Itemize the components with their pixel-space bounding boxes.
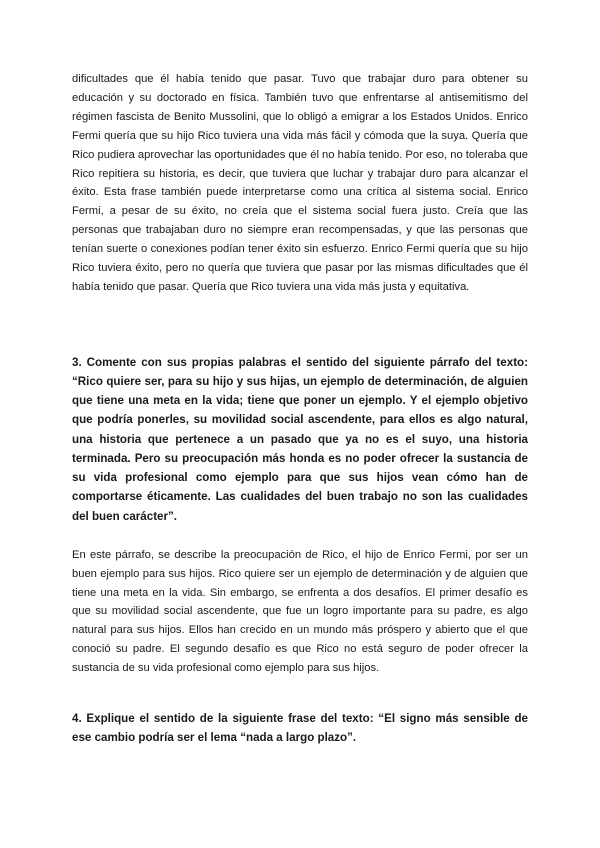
answer-3-paragraph: En este párrafo, se describe la preocupación de Rico, el hijo de Enrico Fermi, por ser un buen ejemplo para sus hijos. Rico quiere ser un ejemplo de determinación y de alguien que tiene una meta en la vida. Sin embargo, se enfrenta a dos desafíos. El primer desafío es que su movilidad social ascendente, que fue un logro importante para su padre, es algo natural para sus hijos. Ellos han crecido en un mundo más próspero y abierto que el que conoció su padre. El segundo desafío es que Rico no está seguro de poder ofrecer la sustancia de su vida profesional como ejemplo para sus hijos. — [72, 548, 528, 675]
question-4-heading: 4. Explique el sentido de la siguiente frase del texto: “El signo más sensible de ese cambio podría ser el lema “nada a largo plazo”. — [72, 712, 528, 745]
body-paragraph: dificultades que él había tenido que pasar. Tuvo que trabajar duro para obtener su educación y su doctorado en física. También tuvo que enfrentarse al antisemitismo del régimen fascista de Benito Mussolini, que lo obligó a emigrar a los Estados Unidos. Enrico Fermi quería que su hijo Rico tuviera una vida más fácil y cómoda que la suya. Quería que Rico pudiera aprovechar las oportunidades que él no había tenido. Por eso, no toleraba que Rico repitiera su historia, es decir, que tuviera que luchar y trabajar duro para alcanzar el éxito. Esta frase también puede interpretarse como una crítica al sistema social. Enrico Fermi, a pesar de su éxito, no creía que el sistema social fuera justo. Creía que las personas que trabajaban duro no siempre eran recompensadas, y que las personas que tenían suerte o conexiones podían tener éxito sin esfuerzo. Enrico Fermi quería que su hijo Rico tuviera éxito, pero no quería que tuviera que pasar por las mismas dificultades que él había tenido que pasar. Quería que Rico tuviera una vida más justa y equitativa. — [72, 73, 528, 293]
question-3-heading: 3. Comente con sus propias palabras el sentido del siguiente párrafo del texto: “Rico quiere ser, para su hijo y sus hijas, un ejemplo de determinación, de alguien que tiene una meta en la vida; tiene que poner un ejemplo. Y el ejemplo objetivo que podría ponerles, su movilidad social ascendente, para ellos es algo natural, una historia que pertenece a un pasado que ya no es el suyo, una historia terminada. Pero su preocupación más honda es no poder ofrecer la sustancia de su vida profesional como ejemplo para que sus hijos vean cómo han de comportarse éticamente. Las cualidades del buen trabajo no son las cualidades del buen carácter”. — [72, 355, 528, 523]
document-page — [72, 70, 528, 747]
